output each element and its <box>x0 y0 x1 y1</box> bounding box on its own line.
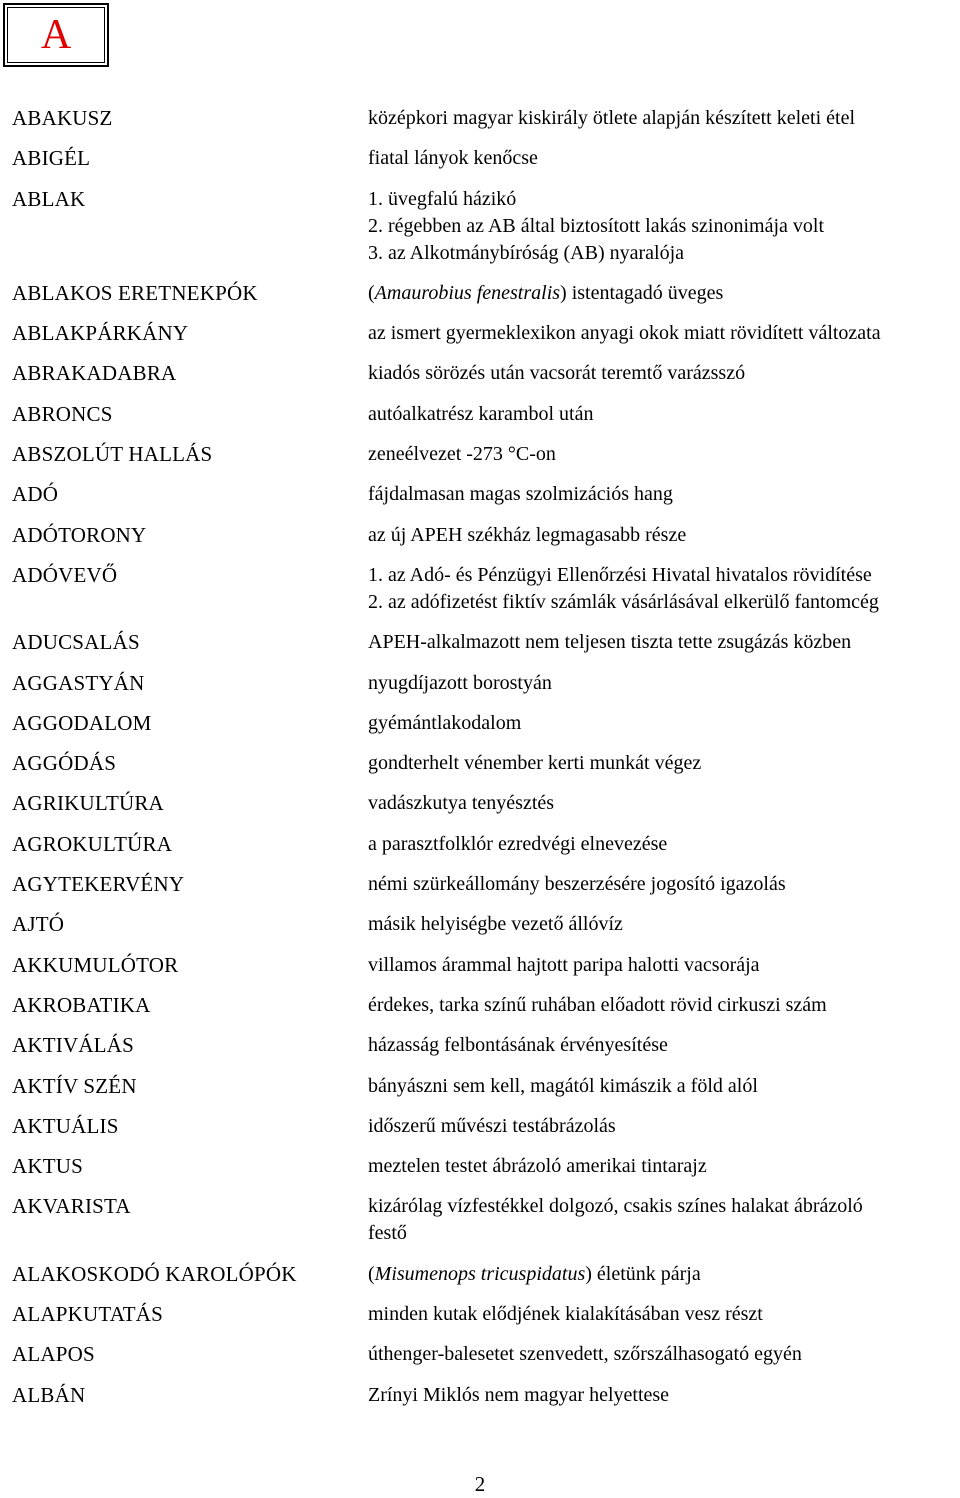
definition-line: az ismert gyermeklexikon anyagi okok miatt rövidített változata <box>368 322 881 345</box>
entry-definition <box>368 440 958 468</box>
entry-term: AKTUS <box>12 1154 84 1179</box>
definition-line <box>368 1260 958 1288</box>
definition-suffix: ) életünk párja <box>585 1262 701 1285</box>
entry-term: AKTÍV SZÉN <box>12 1073 137 1098</box>
entry-definition <box>368 104 958 132</box>
definition-line: minden kutak elődjének kialakításában vesz részt <box>368 1303 763 1326</box>
definition-line: gyémántlakodalom <box>368 711 522 734</box>
definition-suffix: ) istentagadó üveges <box>560 281 724 304</box>
entry-definition <box>368 1152 958 1180</box>
definition-line: 2. az adófizetést fiktív számlák vásárlásával elkerülő fantomcég <box>368 590 879 613</box>
definition-line: nyugdíjazott borostyán <box>368 671 552 694</box>
glossary-entry <box>12 440 958 468</box>
entry-definition <box>368 1381 958 1409</box>
definition-line: némi szürkeállomány beszerzésére jogosító igazolás <box>368 873 786 896</box>
glossary-entry <box>12 789 958 817</box>
entry-term: AGGASTYÁN <box>12 670 145 695</box>
glossary-entry <box>12 561 958 616</box>
definition-line: zeneélvezet -273 °C-on <box>368 443 556 466</box>
entry-term: AGYTEKERVÉNY <box>12 872 185 897</box>
definition-line: Zrínyi Miklós nem magyar helyettese <box>368 1383 670 1406</box>
entry-definition <box>368 1112 958 1140</box>
entry-term: AGGODALOM <box>12 710 152 735</box>
entry-definition <box>368 359 958 387</box>
definition-line: villamos árammal hajtott paripa halotti vacsorája <box>368 953 760 976</box>
definition-prefix: ( <box>368 281 375 304</box>
entry-definition <box>368 1260 958 1288</box>
entry-definition <box>368 669 958 697</box>
definition-prefix: ( <box>368 1262 375 1285</box>
entry-definition <box>368 709 958 737</box>
definition-line: 2. régebben az AB által biztosított lakás szinonimája volt <box>368 214 824 237</box>
definition-line: másik helyiségbe vezető állóvíz <box>368 913 623 936</box>
entry-term: ALBÁN <box>12 1382 86 1407</box>
entry-term: ABLAKPÁRKÁNY <box>12 321 189 346</box>
entry-definition <box>368 521 958 549</box>
scientific-name: Amaurobius fenestralis <box>374 281 561 304</box>
glossary-entry <box>12 319 958 347</box>
glossary-entry <box>12 1260 958 1288</box>
glossary-entry <box>12 991 958 1019</box>
definition-line: APEH-alkalmazott nem teljesen tiszta tette zsugázás közben <box>368 631 852 654</box>
entry-definition <box>368 951 958 979</box>
entry-definition <box>368 870 958 898</box>
definition-line: érdekes, tarka színű ruhában előadott rövid cirkuszi szám <box>368 993 827 1016</box>
entry-definition <box>368 185 958 267</box>
entry-term: ADÓTORONY <box>12 522 147 547</box>
glossary-entry <box>12 870 958 898</box>
definition-line: autóalkatrész karambol után <box>368 402 594 425</box>
glossary-entry <box>12 1381 958 1409</box>
entry-term: ABRAKADABRA <box>12 361 177 386</box>
glossary-entry <box>12 1152 958 1180</box>
entry-term: ABLAKOS ERETNEKPÓK <box>12 280 258 305</box>
entry-term: ADÓVEVŐ <box>12 562 118 587</box>
definition-line: fájdalmasan magas szolmizációs hang <box>368 483 673 506</box>
definition-line <box>368 279 958 307</box>
definition-line: festő <box>368 1222 407 1245</box>
entry-term: ABIGÉL <box>12 146 91 171</box>
glossary-entry <box>12 400 958 428</box>
entry-definition <box>368 749 958 777</box>
glossary-entry <box>12 144 958 172</box>
scientific-name: Misumenops tricuspidatus <box>374 1262 586 1285</box>
definition-line: meztelen testet ábrázoló amerikai tintarajz <box>368 1155 707 1178</box>
glossary-entry <box>12 1300 958 1328</box>
entry-definition <box>368 319 958 347</box>
glossary-entry <box>12 279 958 307</box>
definition-line: 1. üvegfalú házikó <box>368 187 517 210</box>
definition-line: fiatal lányok kenőcse <box>368 147 538 170</box>
glossary-entry <box>12 104 958 132</box>
entry-term: AKROBATIKA <box>12 992 151 1017</box>
entry-term: AGRIKULTÚRA <box>12 791 164 816</box>
definition-line: az új APEH székház legmagasabb része <box>368 523 687 546</box>
entry-definition <box>368 144 958 172</box>
entry-term: ADÓ <box>12 482 59 507</box>
glossary-entry <box>12 521 958 549</box>
entry-definition <box>368 279 958 307</box>
glossary-entry <box>12 480 958 508</box>
entry-term: ALAKOSKODÓ KAROLÓPÓK <box>12 1261 297 1286</box>
definition-line: vadászkutya tenyésztés <box>368 792 555 815</box>
entry-definition <box>368 789 958 817</box>
glossary-entry <box>12 951 958 979</box>
entry-term: ALAPKUTATÁS <box>12 1302 164 1327</box>
entry-term: ADUCSALÁS <box>12 630 140 655</box>
definition-line: időszerű művészi testábrázolás <box>368 1114 616 1137</box>
entry-definition <box>368 561 958 616</box>
glossary-entry <box>12 1192 958 1247</box>
glossary-entry <box>12 1340 958 1368</box>
entry-definition <box>368 910 958 938</box>
definition-line: házasság felbontásának érvényesítése <box>368 1034 668 1057</box>
glossary-entry <box>12 185 958 267</box>
glossary-entry <box>12 1112 958 1140</box>
entry-term: ABAKUSZ <box>12 106 113 130</box>
entry-term: ABSZOLÚT HALLÁS <box>12 442 213 467</box>
glossary-entry <box>12 910 958 938</box>
entry-term: AJTÓ <box>12 912 65 937</box>
section-letter: A <box>7 7 105 63</box>
entry-term: ABRONCS <box>12 401 113 426</box>
glossary-entry <box>12 749 958 777</box>
glossary-entry <box>12 669 958 697</box>
entry-definition <box>368 1072 958 1100</box>
page-number: 2 <box>474 1472 486 1496</box>
definition-line: középkori magyar kiskirály ötlete alapján készített keleti étel <box>368 107 856 129</box>
glossary-entry <box>12 1072 958 1100</box>
definition-line: a parasztfolklór ezredvégi elnevezése <box>368 832 668 855</box>
entry-definition <box>368 991 958 1019</box>
definition-line: 1. az Adó- és Pénzügyi Ellenőrzési Hivatal hivatalos rövidítése <box>368 563 872 586</box>
glossary-entry <box>12 1031 958 1059</box>
definition-line: kiadós sörözés után vacsorát teremtő varázsszó <box>368 362 746 385</box>
definition-line: 3. az Alkotmánybíróság (AB) nyaralója <box>368 241 685 264</box>
glossary-entry <box>12 709 958 737</box>
entry-definition <box>368 480 958 508</box>
glossary-list <box>12 104 958 1421</box>
entry-definition <box>368 628 958 656</box>
entry-term: ALAPOS <box>12 1342 95 1367</box>
definition-line: gondterhelt vénember kerti munkát végez <box>368 752 702 775</box>
entry-term: AKTIVÁLÁS <box>12 1033 134 1058</box>
entry-definition <box>368 1340 958 1368</box>
entry-term: AKTUÁLIS <box>12 1113 119 1138</box>
definition-line: kizárólag vízfestékkel dolgozó, csakis színes halakat ábrázoló <box>368 1195 863 1218</box>
glossary-entry <box>12 359 958 387</box>
definition-line: bányászni sem kell, magától kimászik a föld alól <box>368 1074 758 1097</box>
entry-term: AGROKULTÚRA <box>12 831 173 856</box>
entry-term: AKKUMULÓTOR <box>12 952 179 977</box>
section-letter-box <box>3 3 109 67</box>
entry-definition <box>368 830 958 858</box>
entry-term: AGGÓDÁS <box>12 751 117 776</box>
entry-definition <box>368 400 958 428</box>
entry-term: ABLAK <box>12 186 86 211</box>
glossary-entry <box>12 628 958 656</box>
entry-definition <box>368 1192 958 1247</box>
glossary-entry <box>12 830 958 858</box>
entry-definition <box>368 1031 958 1059</box>
entry-term: AKVARISTA <box>12 1194 131 1219</box>
entry-definition <box>368 1300 958 1328</box>
definition-line: úthenger-balesetet szenvedett, szőrszálhasogató egyén <box>368 1343 802 1366</box>
